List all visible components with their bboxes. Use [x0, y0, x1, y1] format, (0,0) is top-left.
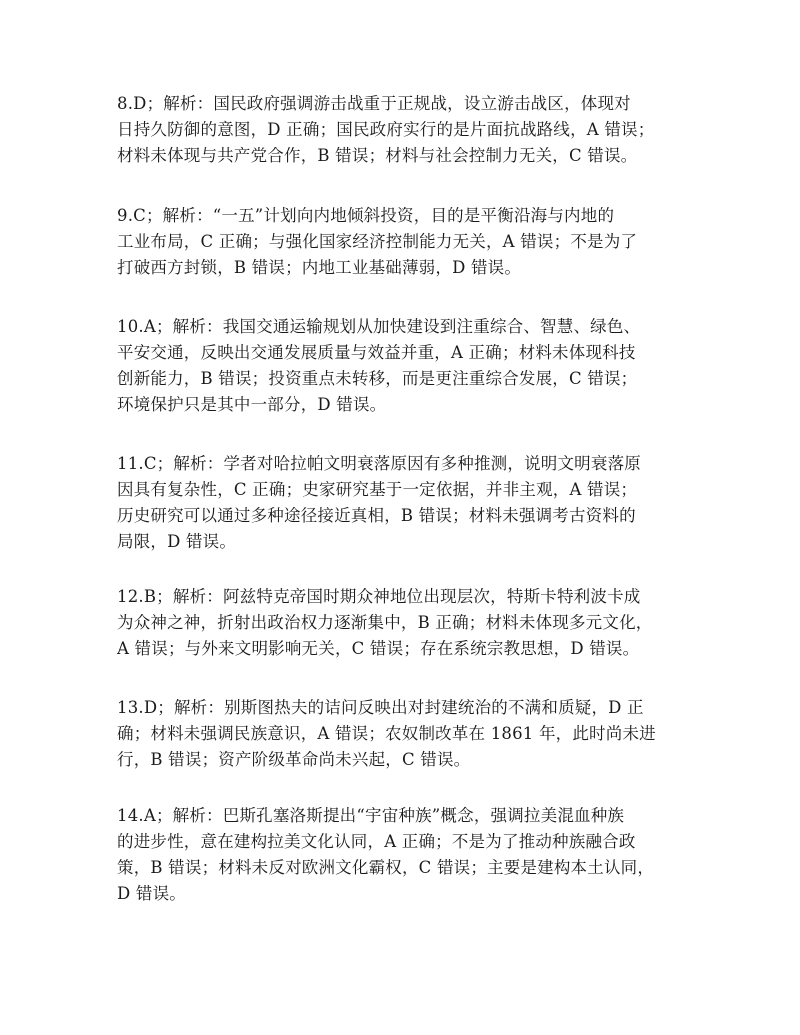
answer-line: 创新能力，B 错误；投资重点未转移，而是更注重综合发展，C 错误；: [117, 369, 638, 388]
answer-line: 打破西方封锁，B 错误；内地工业基础薄弱，D 错误。: [117, 258, 522, 277]
answer-item-8: [117, 91, 697, 169]
answer-item-10: [117, 314, 697, 418]
answer-line: 平安交通，反映出交通发展质量与效益并重，A 正确；材料未体现科技: [117, 343, 636, 362]
answer-item-14: [117, 803, 697, 907]
answer-line: 13.D；解析：别斯图热夫的诘问反映出对封建统治的不满和质疑，D 正: [117, 698, 644, 717]
answer-line: 工业布局，C 正确；与强化国家经济控制能力无关，A 错误；不是为了: [117, 232, 638, 251]
answer-line: D 错误。: [117, 884, 186, 903]
answer-line: 8.D；解析：国民政府强调游击战重于正规战，设立游击战区，体现对: [117, 94, 631, 113]
answer-line: A 错误；与外来文明影响无关，C 错误；存在系统宗教思想，D 错误。: [117, 639, 640, 658]
answer-line: 的进步性，意在建构拉美文化认同，A 正确；不是为了推动种族融合政: [117, 832, 636, 851]
answer-line: 9.C；解析：“一五”计划向内地倾斜投资，目的是平衡沿海与内地的: [117, 206, 615, 225]
answer-line: 10.A；解析：我国交通运输规划从加快建设到注重综合、智慧、绿色、: [117, 317, 641, 336]
answer-item-11: [117, 451, 697, 555]
answer-line: 局限，D 错误。: [117, 532, 237, 551]
answer-line: 确；材料未强调民族意识，A 错误；农奴制改革在 1861 年，此时尚未进: [117, 724, 656, 743]
answer-line: 历史研究可以通过多种途径接近真相，B 错误；材料未强调考古资料的: [117, 506, 636, 525]
answer-line: 策，B 错误；材料未反对欧洲文化霸权，C 错误；主要是建构本土认同，: [117, 858, 655, 877]
answer-item-12: [117, 584, 697, 662]
answer-line: 12.B；解析：阿兹特克帝国时期众神地位出现层次，特斯卡特利波卡成: [117, 587, 641, 606]
answer-line: 行，B 错误；资产阶级革命尚未兴起，C 错误。: [117, 750, 471, 769]
answer-line: 因具有复杂性，C 正确；史家研究基于一定依据，并非主观，A 错误；: [117, 480, 638, 499]
answer-line: 为众神之神，折射出政治权力逐渐集中，B 正确；材料未体现多元文化，: [117, 613, 653, 632]
answer-item-13: [117, 695, 697, 773]
answer-line: 11.C；解析：学者对哈拉帕文明衰落原因有多种推测，说明文明衰落原: [117, 454, 641, 473]
answer-line: 日持久防御的意图，D 正确；国民政府实行的是片面抗战路线，A 错误；: [117, 120, 655, 139]
answer-line: 14.A；解析：巴斯孔塞洛斯提出“宇宙种族”概念，强调拉美混血种族: [117, 806, 625, 825]
answer-line: 材料未体现与共产党合作，B 错误；材料与社会控制力无关，C 错误。: [117, 146, 638, 165]
answer-line: 环境保护只是其中一部分，D 错误。: [117, 395, 387, 414]
answer-item-9: [117, 203, 697, 281]
